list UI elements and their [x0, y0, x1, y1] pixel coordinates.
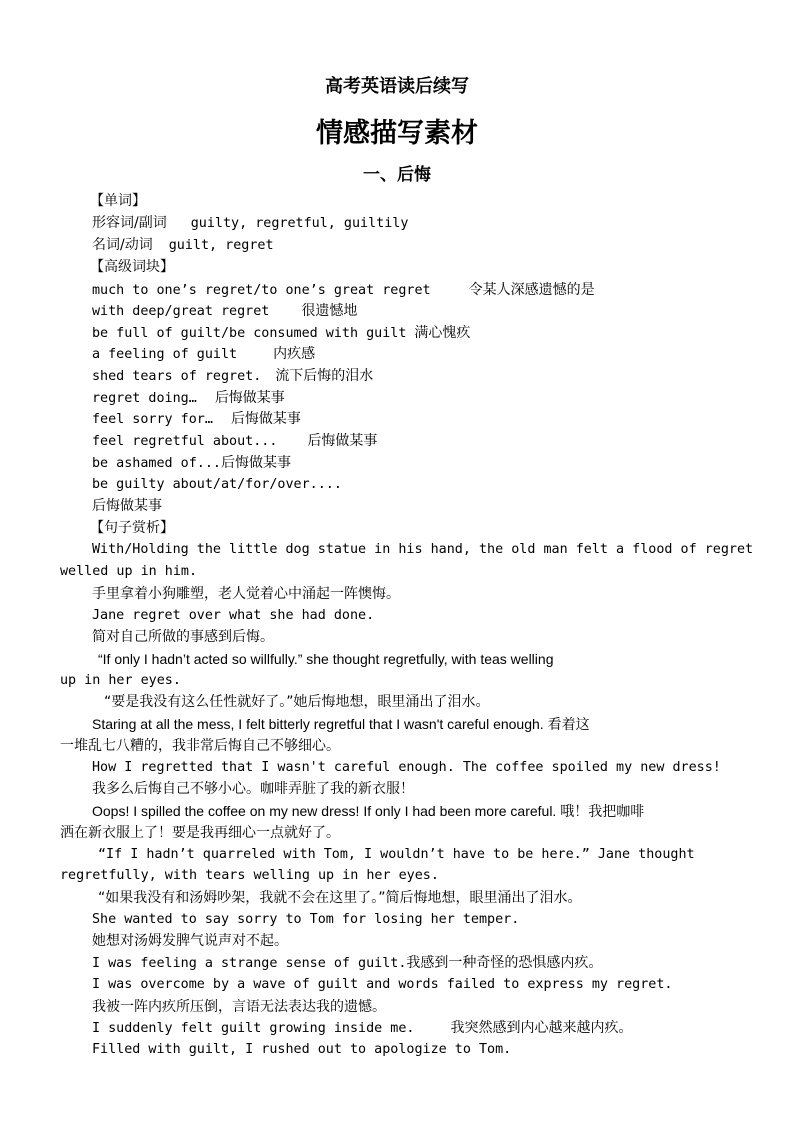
- sentences-heading: 【句子赏析】: [90, 520, 174, 536]
- sentence-cn: “如果我没有和汤姆吵架，我就不会在这里了。”简后悔地想，眼里涌出了泪水。: [98, 890, 582, 906]
- phrase-en: shed tears of regret.: [92, 369, 262, 384]
- sentence-en: I suddenly felt guilt growing inside me.: [92, 1021, 415, 1036]
- document-title: 情感描写素材: [316, 118, 478, 149]
- phrase-en: feel regretful about...: [92, 434, 278, 449]
- words-noun-label: 名词/动词: [92, 237, 153, 253]
- phrases-heading: 【高级词块】: [90, 259, 174, 275]
- words-adj-value: guilty, regretful, guiltily: [190, 216, 409, 231]
- phrase-item: [92, 281, 595, 300]
- sentence-cn: 她想对汤姆发脾气说声对不起。: [92, 933, 288, 949]
- phrase-en: regret doing…: [92, 391, 197, 406]
- words-adj-label: 形容词/副词: [92, 215, 167, 231]
- words-noun-line: [92, 236, 274, 255]
- sentence-en: up in her eyes.: [60, 673, 181, 688]
- sentence-en: “If I hadn’t quarreled with Tom, I wouldn’t have to be here.” Jane thought: [98, 847, 695, 862]
- phrase-item: [92, 389, 285, 408]
- phrase-cn: 后悔做某事: [307, 433, 378, 449]
- sentence-en: Oops! I spilled the coffee on my new dress! If only I had been more careful. 哦！我把咖啡: [92, 803, 645, 819]
- sentence-cn: 我感到一种奇怪的恐惧感内疚。: [406, 955, 603, 971]
- phrase-trailing-cn: 后悔做某事: [92, 498, 162, 514]
- sentence-en: Staring at all the mess, I felt bitterly regretful that I wasn't careful enough. 看着这: [92, 716, 590, 732]
- words-heading: 【单词】: [90, 193, 146, 209]
- phrase-item: [92, 345, 315, 364]
- phrase-cn: 很遗憾地: [301, 303, 358, 319]
- phrase-en: be guilty about/at/for/over....: [92, 477, 342, 492]
- sentence-en: Jane regret over what she had done.: [92, 608, 375, 623]
- phrase-en: be ashamed of...: [92, 456, 221, 471]
- phrase-cn: 后悔做某事: [230, 411, 301, 427]
- sentence-en: With/Holding the little dog statue in his hand, the old man felt a flood of regret: [92, 542, 754, 557]
- sentence-cn: 洒在新衣服上了！要是我再细心一点就好了。: [60, 825, 340, 841]
- section-title: 一、后悔: [363, 165, 431, 185]
- phrase-cn: 内疚感: [273, 346, 316, 362]
- sentence-cn: 我多么后悔自己不够小心。咖啡弄脏了我的新衣服！: [92, 781, 414, 797]
- phrase-cn: 流下后悔的泪水: [275, 368, 374, 384]
- sentence-en: regretfully, with tears welling up in her eyes.: [60, 868, 439, 883]
- phrase-cn: 后悔做某事: [214, 390, 285, 406]
- sentence-en: How I regretted that I wasn't careful enough. The coffee spoiled my new dress!: [92, 760, 721, 775]
- phrase-item: [92, 454, 291, 473]
- words-noun-value: guilt, regret: [168, 238, 274, 253]
- words-adj-line: [92, 214, 408, 233]
- sentence-cn: 一堆乱七八糟的，我非常后悔自己不够细心。: [60, 738, 340, 754]
- phrase-item: [92, 432, 377, 451]
- phrase-item: [92, 367, 373, 386]
- sentence-cn: 简对自己所做的事感到后悔。: [92, 629, 274, 645]
- sentence-line: [92, 954, 602, 973]
- sentence-cn: “要是我没有这么任性就好了。”她后悔地想，眼里涌出了泪水。: [104, 694, 490, 710]
- phrase-en: with deep/great regret: [92, 304, 270, 319]
- sentence-en: “If only I hadn’t acted so willfully.” she thought regretfully, with teas welling: [98, 651, 554, 667]
- phrase-en: be full of guilt/be consumed with guilt: [92, 326, 407, 341]
- phrase-en: much to one’s regret/to one’s great regret: [92, 283, 431, 298]
- sentence-cn: 我突然感到内心越来越内疚。: [450, 1020, 633, 1036]
- sentence-line: [92, 1019, 632, 1038]
- phrase-item: [92, 476, 342, 494]
- phrase-item: [92, 302, 357, 321]
- phrase-cn: 令某人深感遗憾的是: [468, 282, 595, 298]
- sentence-cn: 手里拿着小狗雕塑，老人觉着心中涌起一阵懊悔。: [92, 586, 400, 602]
- sentence-en: She wanted to say sorry to Tom for losing her temper.: [92, 912, 520, 927]
- sentence-en: Filled with guilt, I rushed out to apologize to Tom.: [92, 1042, 512, 1057]
- sentence-en: welled up in him.: [60, 564, 198, 579]
- phrase-en: feel sorry for…: [92, 412, 213, 427]
- phrase-cn: 满心愧疚: [414, 325, 471, 341]
- phrase-item: [92, 324, 470, 343]
- sentence-en: I was overcome by a wave of guilt and words failed to express my regret.: [92, 977, 673, 992]
- sentence-en: I was feeling a strange sense of guilt.: [92, 956, 407, 971]
- phrase-en: a feeling of guilt: [92, 347, 238, 362]
- phrase-item: [92, 410, 301, 429]
- document-subtitle: 高考英语读后续写: [325, 76, 469, 97]
- phrase-cn: 后悔做某事: [221, 455, 291, 471]
- sentence-cn: 我被一阵内疚所压倒，言语无法表达我的遗憾。: [92, 999, 386, 1015]
